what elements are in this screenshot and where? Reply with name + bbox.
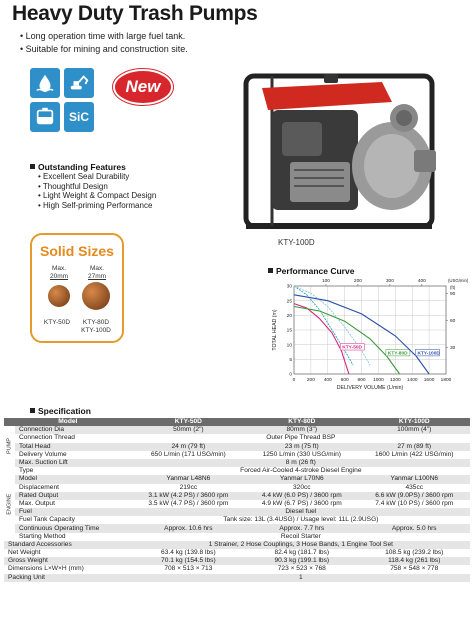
spec-col-header: KTY-80D xyxy=(245,418,358,426)
spec-value: 4.4 kW (6.0 PS) / 3600 rpm xyxy=(245,492,358,500)
solid-size-right-models: KTY-80D KTY-100D xyxy=(81,319,111,334)
excavator-tile-icon xyxy=(64,68,94,98)
spec-value: 24 m (79 ft) xyxy=(132,443,245,451)
chart-x-tick-label: 800 xyxy=(357,378,366,383)
spec-group-label: PUMP xyxy=(4,426,15,467)
chart-x-tick-label: 400 xyxy=(323,378,332,383)
spec-row-label: Max. Suction Lift xyxy=(15,459,132,467)
chart-y-tick-label: 10 xyxy=(286,343,292,349)
sic-label: SiC xyxy=(68,110,89,124)
solid-size-left-label xyxy=(46,265,72,280)
chart-x-tick-label: 1600 xyxy=(423,378,435,383)
chart-right-tick-label: 60 xyxy=(450,318,456,324)
chart-aux-curve xyxy=(294,286,370,365)
performance-chart xyxy=(268,272,468,398)
feature-item: • Light Weight & Compact Design xyxy=(38,191,156,201)
chart-x-tick-label: 600 xyxy=(340,378,349,383)
intro-bullet: • Long operation time with large fuel tank. xyxy=(20,30,188,43)
spec-row-label: Model xyxy=(15,475,132,483)
sic-tile-icon xyxy=(64,102,94,132)
chart-x-tick-label: 0 xyxy=(292,378,296,383)
solid-ball-small-icon xyxy=(48,285,70,307)
spec-value: 70.1 kg (154.5 lbs) xyxy=(132,557,245,565)
spec-value: Approx. 5.0 hrs xyxy=(359,524,471,532)
new-badge xyxy=(112,68,174,106)
spec-value: 758 × 548 × 778 xyxy=(390,565,439,573)
spec-row xyxy=(4,574,470,582)
water-drop-tile-icon xyxy=(30,68,60,98)
spec-value: 27 m (89 ft) xyxy=(359,443,471,451)
spec-row-label: Packing Unit xyxy=(4,574,132,582)
spec-value: Yanmar L48N6 xyxy=(132,475,245,483)
spec-row xyxy=(4,443,470,451)
chart-right-unit-label: (ft) xyxy=(450,285,456,290)
spec-row xyxy=(4,500,470,508)
spec-col-header: KTY-50D xyxy=(132,418,245,426)
feature-item: • Thoughtful Design xyxy=(38,182,156,192)
chart-series-label: KTY-50D xyxy=(342,345,363,351)
spec-row xyxy=(4,475,470,483)
spec-row-label: Max. Output xyxy=(19,499,55,507)
spec-group-label: ENGINE xyxy=(4,467,15,541)
intro-bullets xyxy=(20,30,188,56)
feature-item: • Excellent Seal Durability xyxy=(38,172,156,182)
spec-value: 3.1 kW (4.2 PS) / 3600 rpm xyxy=(132,492,245,500)
chart-top-tick-label: 200 xyxy=(353,279,362,284)
chart-aux-curve xyxy=(294,286,353,365)
spec-value: Approx. 10.6 hrs xyxy=(132,524,245,532)
pump-product-image xyxy=(232,66,446,236)
chart-y-tick-label: 5 xyxy=(289,357,292,363)
spec-value: Recoil Starter xyxy=(280,532,321,540)
spec-col-header: KTY-100D xyxy=(359,418,471,426)
spec-row-label: Starting Method xyxy=(19,532,66,540)
solid-sizes-panel xyxy=(30,233,124,343)
spec-row-label: Displacement xyxy=(19,483,59,491)
fuel-tank-tile-icon xyxy=(30,102,60,132)
spec-value: 1250 L/min (330 USG/min) xyxy=(262,450,341,458)
spec-row-label: Rated Output xyxy=(15,492,132,500)
spec-value: 3.5 kW (4.7 PS) / 3600 rpm xyxy=(148,499,229,507)
chart-top-tick-label: 400 xyxy=(417,279,426,284)
size-value: 27mm xyxy=(87,272,107,280)
size-value: 20mm xyxy=(49,272,69,280)
spec-value: 4.9 kW (6.7 PS) / 3600 rpm xyxy=(261,499,342,507)
spec-value: 80mm (3") xyxy=(245,426,358,434)
features-heading: Outstanding Features xyxy=(30,162,126,172)
chart-x-axis-title: DELIVERY VOLUME (L/min) xyxy=(336,385,404,391)
spec-row xyxy=(4,492,470,500)
spec-row-label: Fuel xyxy=(15,508,132,516)
spec-value: 108.5 kg (239.2 lbs) xyxy=(385,549,444,557)
chart-y-axis-title: TOTAL HEAD (m) xyxy=(272,309,278,351)
spec-row xyxy=(4,484,470,492)
spec-row xyxy=(4,467,470,475)
spec-value: Approx. 7.7 hrs xyxy=(245,524,358,532)
spec-row-label: Total Head xyxy=(15,443,132,451)
spec-value: 1 xyxy=(132,574,470,582)
spec-row-label: Continuous Operating Time xyxy=(15,524,132,532)
spec-row xyxy=(4,533,470,541)
solid-sizes-title: Solid Sizes xyxy=(40,243,114,259)
chart-y-tick-label: 20 xyxy=(286,313,292,319)
spec-row-label: Fuel Tank Capacity xyxy=(19,516,75,524)
chart-series-line xyxy=(294,307,400,375)
solid-size-left-models: KTY-50D xyxy=(43,319,71,326)
max-label: Max. xyxy=(89,265,105,272)
spec-row xyxy=(4,549,470,557)
spec-col-header: Model xyxy=(4,418,132,426)
spec-row xyxy=(4,565,470,573)
chart-top-tick-label: 100 xyxy=(321,279,330,284)
features-list xyxy=(38,172,156,210)
intro-bullet: • Suitable for mining and construction site. xyxy=(20,43,188,56)
chart-series-label: KTY-100D xyxy=(417,351,440,357)
chart-y-tick-label: 15 xyxy=(286,328,292,334)
spec-row xyxy=(4,516,470,524)
chart-y-tick-label: 30 xyxy=(286,284,292,290)
spec-row-label: Standard Accessories xyxy=(4,541,132,549)
spec-value: 219cc xyxy=(179,483,198,491)
page-title: Heavy Duty Trash Pumps xyxy=(12,2,258,25)
spec-value: 708 × 513 × 713 xyxy=(164,565,213,573)
spec-table xyxy=(4,418,470,582)
spec-row xyxy=(4,541,470,549)
chart-top-unit-label: (USG/min) xyxy=(448,278,468,283)
spec-value: 90.3 kg (199.1 lbs) xyxy=(245,557,358,565)
spec-row xyxy=(4,524,470,532)
spec-row xyxy=(4,451,470,459)
chart-heading: Performance Curve xyxy=(268,266,354,276)
spec-row xyxy=(4,426,470,434)
spec-row-label: Dimensions L×W×H (mm) xyxy=(8,565,84,573)
solid-ball-large-icon xyxy=(82,282,110,310)
spec-row-label: Connection Dia xyxy=(15,426,132,434)
spec-value: 23 m (75 ft) xyxy=(245,443,358,451)
spec-row xyxy=(4,459,470,467)
spec-value: 1 Strainer, 2 Hose Couplings, 3 Hose Bands, 1 Engine Tool Set xyxy=(132,541,470,549)
spec-value: 7.4 kW (10 PS) / 3600 rpm xyxy=(375,499,454,507)
spec-value: Outer Pipe Thread BSP xyxy=(266,434,336,442)
chart-x-tick-label: 1200 xyxy=(389,378,401,383)
spec-row-label: Gross Weight xyxy=(4,557,132,565)
spec-value: 82.4 kg (181.7 lbs) xyxy=(274,549,330,557)
new-label: New xyxy=(125,77,161,96)
product-model-caption: KTY-100D xyxy=(278,238,315,247)
chart-x-tick-label: 1000 xyxy=(373,378,384,383)
chart-top-tick-label: 300 xyxy=(385,279,394,284)
feature-item: • High Self-priming Performance xyxy=(38,201,156,211)
spec-value: 320cc xyxy=(292,483,311,491)
chart-y-tick-label: 25 xyxy=(286,299,292,305)
spec-value: 63.4 kg (139.8 lbs) xyxy=(161,549,216,557)
spec-row-label: Net Weight xyxy=(8,549,41,557)
spec-value: Diesel fuel xyxy=(132,508,470,516)
chart-series-line xyxy=(294,304,349,374)
spec-value: Forced Air-Cooled 4-stroke Diesel Engine xyxy=(240,467,362,475)
spec-value: 650 L/min (171 USG/min) xyxy=(150,450,226,458)
spec-value: 1600 L/min (422 USG/min) xyxy=(375,450,454,458)
spec-row-label: Delivery Volume xyxy=(19,450,67,458)
chart-right-tick-label: 30 xyxy=(450,345,456,351)
chart-y-tick-label: 0 xyxy=(289,372,292,378)
spec-value: 8 m (26 ft) xyxy=(132,459,470,467)
chart-x-tick-label: 1800 xyxy=(440,378,452,383)
spec-value: Tank size: 13L (3.4USG) / Usage level: 11L (2.9USG) xyxy=(223,516,379,524)
max-label: Max. xyxy=(51,265,67,272)
chart-x-tick-label: 1400 xyxy=(406,378,418,383)
spec-row xyxy=(4,508,470,516)
spec-row xyxy=(4,557,470,565)
chart-x-tick-label: 200 xyxy=(306,378,315,383)
chart-right-tick-label: 90 xyxy=(450,292,456,298)
spec-value: 100mm (4") xyxy=(359,426,471,434)
spec-value: Yanmar L100N6 xyxy=(359,475,471,483)
chart-series-label: KTY-80D xyxy=(387,351,408,357)
spec-row-label: Type xyxy=(19,467,34,475)
spec-value: 435cc xyxy=(405,483,424,491)
spec-row xyxy=(4,434,470,442)
spec-value: 6.6 kW (9.0PS) / 3600 rpm xyxy=(359,492,471,500)
spec-value: 50mm (2") xyxy=(132,426,245,434)
spec-heading: Specification xyxy=(30,406,91,416)
spec-value: 723 × 523 × 768 xyxy=(277,565,326,573)
solid-size-right-label xyxy=(84,265,110,280)
spec-value: 118.4 kg (261 lbs) xyxy=(359,557,471,565)
spec-row-label: Connection Thread xyxy=(19,434,75,442)
spec-header-row xyxy=(4,418,470,426)
spec-value: Yanmar L70N6 xyxy=(245,475,358,483)
